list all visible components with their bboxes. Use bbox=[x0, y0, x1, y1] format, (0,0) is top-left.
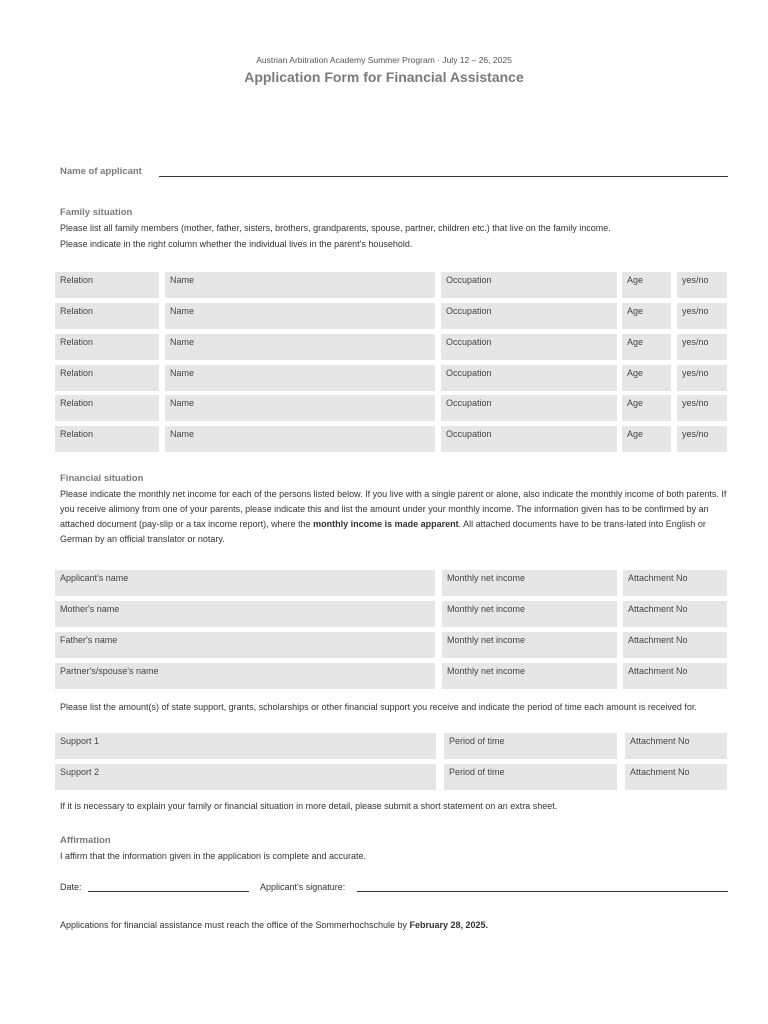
household-yes-no-field[interactable]: yes/no bbox=[677, 426, 727, 452]
occupation-field[interactable]: Occupation bbox=[441, 303, 617, 329]
signature-label: Applicant's signature: bbox=[260, 882, 346, 892]
age-field[interactable]: Age bbox=[622, 303, 671, 329]
applicant-name-field[interactable] bbox=[159, 176, 728, 177]
monthly-net-income-field[interactable]: Monthly net income bbox=[442, 663, 617, 689]
name-field[interactable]: Name bbox=[165, 426, 435, 452]
attachment-no-field[interactable]: Attachment No bbox=[625, 733, 727, 759]
period-of-time-field[interactable]: Period of time bbox=[444, 733, 617, 759]
family-instruction-2: Please indicate in the right column whether the individual lives in the parent's household. bbox=[60, 239, 413, 249]
age-field[interactable]: Age bbox=[622, 426, 671, 452]
household-yes-no-field[interactable]: yes/no bbox=[677, 272, 727, 298]
period-of-time-field[interactable]: Period of time bbox=[444, 764, 617, 790]
affirmation-heading: Affirmation bbox=[60, 835, 111, 846]
occupation-field[interactable]: Occupation bbox=[441, 426, 617, 452]
financial-instructions-bold: monthly income is made apparent bbox=[313, 519, 459, 529]
person-name-field[interactable]: Partner's/spouse's name bbox=[55, 663, 435, 689]
age-field[interactable]: Age bbox=[622, 272, 671, 298]
attachment-no-field[interactable]: Attachment No bbox=[625, 764, 727, 790]
occupation-field[interactable]: Occupation bbox=[441, 395, 617, 421]
person-name-field[interactable]: Mother's name bbox=[55, 601, 435, 627]
occupation-field[interactable]: Occupation bbox=[441, 334, 617, 360]
relation-field[interactable]: Relation bbox=[55, 365, 159, 391]
name-field[interactable]: Name bbox=[165, 365, 435, 391]
household-yes-no-field[interactable]: yes/no bbox=[677, 334, 727, 360]
signature-field[interactable] bbox=[357, 891, 728, 892]
name-field[interactable]: Name bbox=[165, 334, 435, 360]
person-name-field[interactable]: Father's name bbox=[55, 632, 435, 658]
occupation-field[interactable]: Occupation bbox=[441, 272, 617, 298]
deadline-text: Applications for financial assistance must reach the office of the Sommerhochschule by bbox=[60, 920, 410, 930]
relation-field[interactable]: Relation bbox=[55, 426, 159, 452]
attachment-no-field[interactable]: Attachment No bbox=[623, 570, 727, 596]
name-field[interactable]: Name bbox=[165, 303, 435, 329]
relation-field[interactable]: Relation bbox=[55, 334, 159, 360]
household-yes-no-field[interactable]: yes/no bbox=[677, 365, 727, 391]
household-yes-no-field[interactable]: yes/no bbox=[677, 303, 727, 329]
page-title: Application Form for Financial Assistance bbox=[244, 69, 524, 85]
affirmation-text: I affirm that the information given in the application is complete and accurate. bbox=[60, 851, 367, 861]
person-name-field[interactable]: Applicant's name bbox=[55, 570, 435, 596]
support-field[interactable]: Support 1 bbox=[55, 733, 436, 759]
relation-field[interactable]: Relation bbox=[55, 395, 159, 421]
attachment-no-field[interactable]: Attachment No bbox=[623, 663, 727, 689]
relation-field[interactable]: Relation bbox=[55, 272, 159, 298]
support-field[interactable]: Support 2 bbox=[55, 764, 436, 790]
age-field[interactable]: Age bbox=[622, 334, 671, 360]
date-field[interactable] bbox=[88, 891, 249, 892]
financial-instructions-text-end: . All attached documents have to be trans-lated into English or German by an official translator or notary. bbox=[60, 519, 706, 544]
deadline-note bbox=[60, 918, 740, 933]
name-field[interactable]: Name bbox=[165, 395, 435, 421]
financial-instructions-text: Please indicate the monthly net income for each of the persons listed below. If you live with a single parent or alone, also indicate the monthly income of both parents. If you receive alimony from one of your parents, please indicate this and list the amount under your monthly income. The information given has to be confirmed by an attached document (pay-slip or a tax income report), where the bbox=[60, 489, 727, 529]
relation-field[interactable]: Relation bbox=[55, 303, 159, 329]
monthly-net-income-field[interactable]: Monthly net income bbox=[442, 632, 617, 658]
age-field[interactable]: Age bbox=[622, 365, 671, 391]
support-instructions: Please list the amount(s) of state support, grants, scholarships or other financial support you receive and indicate the period of time each amount is received for. bbox=[60, 702, 697, 712]
financial-heading: Financial situation bbox=[60, 473, 144, 484]
monthly-net-income-field[interactable]: Monthly net income bbox=[442, 601, 617, 627]
name-field[interactable]: Name bbox=[165, 272, 435, 298]
family-heading: Family situation bbox=[60, 207, 133, 218]
deadline-date: February 28, 2025. bbox=[409, 920, 489, 930]
applicant-name-label: Name of applicant bbox=[60, 166, 142, 177]
family-instruction-1: Please list all family members (mother, father, sisters, brothers, grandparents, spouse, partner, children etc.) that live on the family income. bbox=[60, 223, 611, 233]
extra-sheet-note: If it is necessary to explain your family or financial situation in more detail, please submit a short statement on an extra sheet. bbox=[60, 801, 558, 811]
age-field[interactable]: Age bbox=[622, 395, 671, 421]
header-subtitle: Austrian Arbitration Academy Summer Program · July 12 – 26, 2025 bbox=[256, 55, 512, 65]
financial-instructions bbox=[60, 487, 728, 547]
attachment-no-field[interactable]: Attachment No bbox=[623, 632, 727, 658]
monthly-net-income-field[interactable]: Monthly net income bbox=[442, 570, 617, 596]
date-label: Date: bbox=[60, 882, 82, 892]
household-yes-no-field[interactable]: yes/no bbox=[677, 395, 727, 421]
attachment-no-field[interactable]: Attachment No bbox=[623, 601, 727, 627]
occupation-field[interactable]: Occupation bbox=[441, 365, 617, 391]
